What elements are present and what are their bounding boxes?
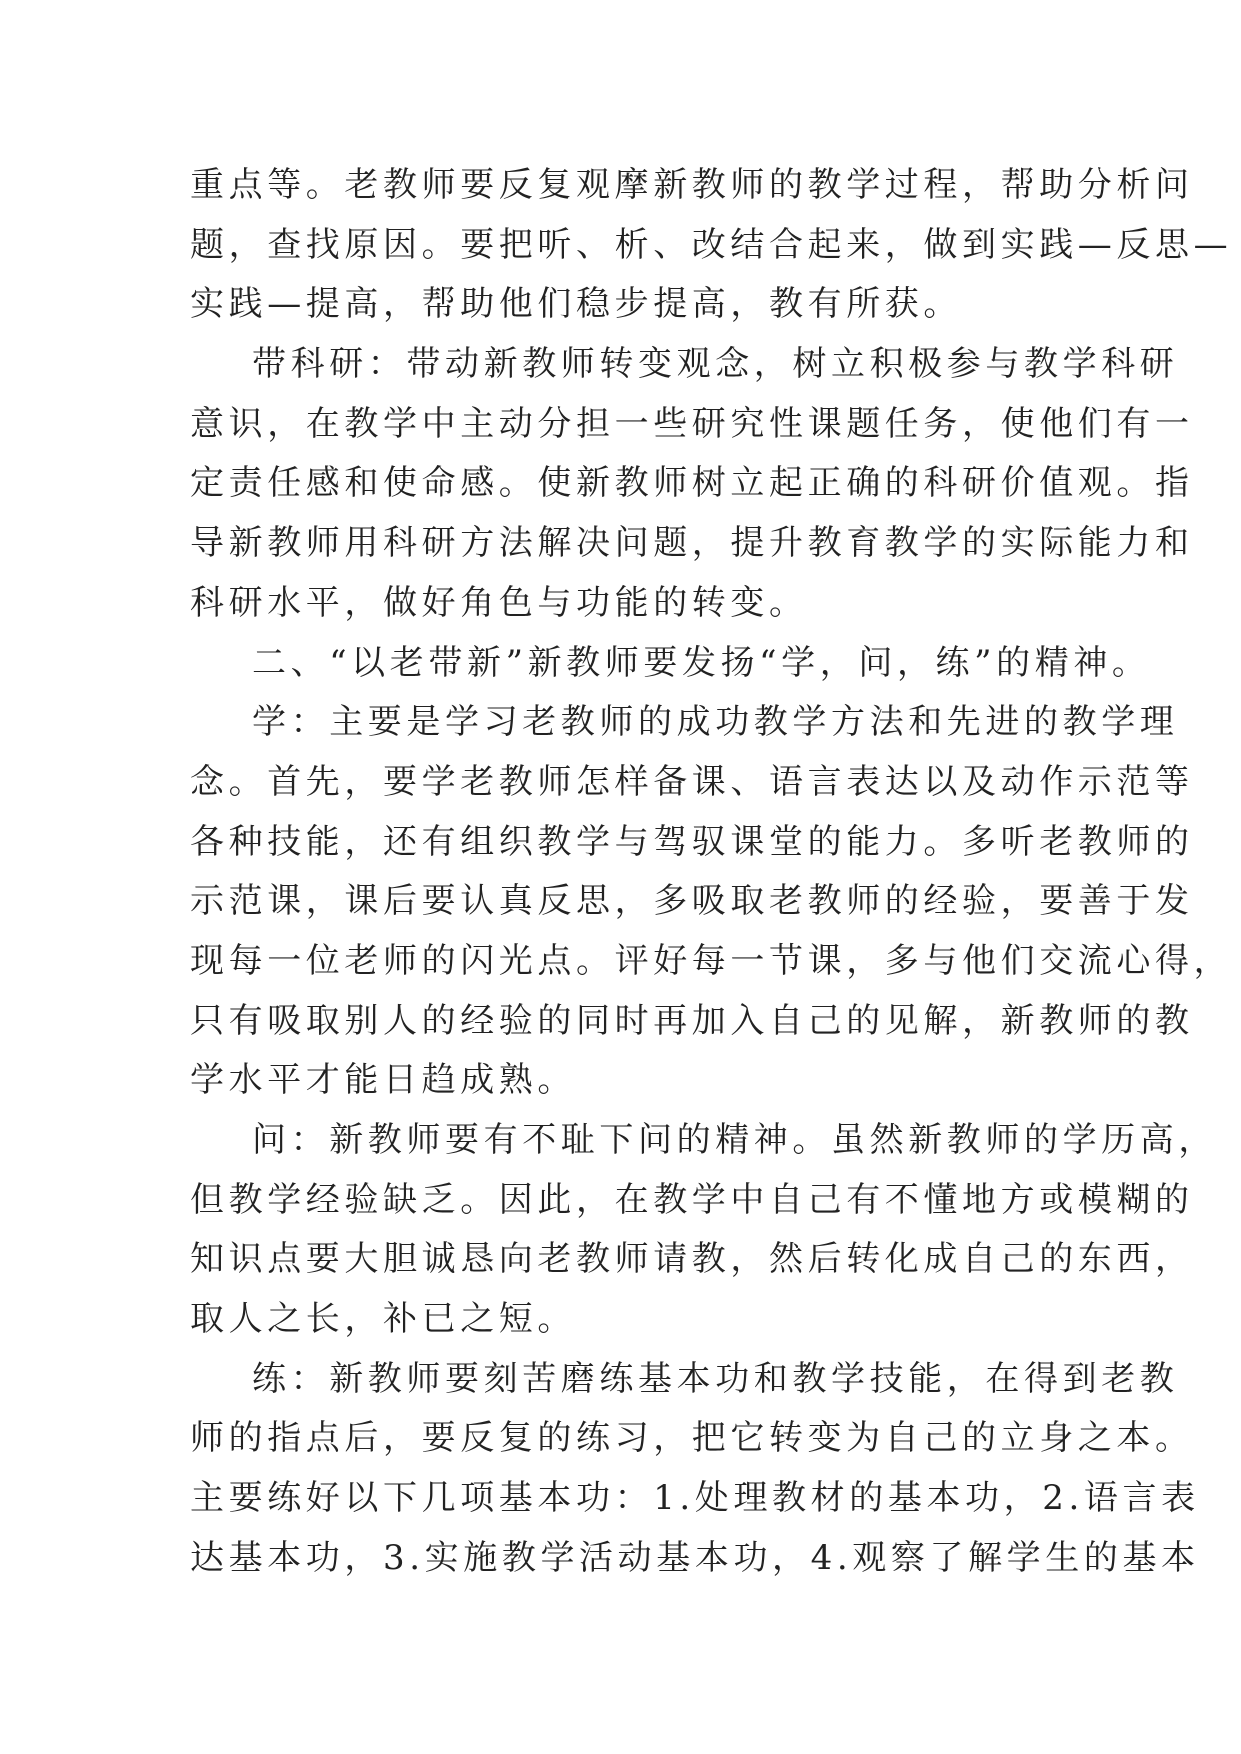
paragraph-start-line: 问：新教师要有不耻下问的精神。虽然新教师的学历高， (252, 1120, 1217, 1160)
text-line: 导新教师用科研方法解决问题，提升教育教学的实际能力和 (190, 523, 1194, 564)
paragraph-start-line: 带科研：带动新教师转变观念，树立积极参与教学科研 (252, 344, 1179, 385)
text-line: 只有吸取别人的经验的同时再加入自己的见解，新教师的教 (190, 1000, 1194, 1041)
text-line: 示范课，课后要认真反思，多吸取老教师的经验，要善于发 (190, 881, 1194, 922)
paragraph-start-line: 练：新教师要刻苦磨练基本功和教学技能，在得到老教 (252, 1358, 1179, 1399)
text-line: 念。首先，要学老教师怎样备课、语言表达以及动作示范等 (190, 761, 1194, 802)
text-line: 但教学经验缺乏。因此，在教学中自己有不懂地方或模糊的 (190, 1179, 1194, 1220)
paragraph-start-line: 学：主要是学习老教师的成功教学方法和先进的教学理 (252, 702, 1179, 743)
text-line: 学水平才能日趋成熟。 (190, 1060, 576, 1101)
text-line: 意识，在教学中主动分担一些研究性课题任务，使他们有一 (190, 403, 1194, 444)
text-line: 重点等。老教师要反复观摩新教师的教学过程，帮助分析问 (190, 165, 1194, 205)
text-line: 现每一位老师的闪光点。评好每一节课，多与他们交流心得， (190, 940, 1233, 981)
text-line: 取人之长，补已之短。 (190, 1299, 576, 1340)
section-heading-line: 二、“以老带新”新教师要发扬“学，问，练”的精神。 (252, 642, 1151, 683)
text-line: 题，查找原因。要把听、析、改结合起来，做到实践—反思— (190, 224, 1233, 265)
document-body (190, 156, 1233, 1589)
text-line: 师的指点后，要反复的练习，把它转变为自己的立身之本。 (190, 1418, 1194, 1459)
text-line: 定责任感和使命感。使新教师树立起正确的科研价值观。指 (190, 463, 1194, 504)
text-line: 达基本功，3.实施教学活动基本功，4.观察了解学生的基本 (190, 1537, 1200, 1578)
text-line: 知识点要大胆诚恳向老教师请教，然后转化成自己的东西， (190, 1239, 1194, 1280)
text-line: 科研水平，做好角色与功能的转变。 (190, 582, 808, 623)
text-line: 各种技能，还有组织教学与驾驭课堂的能力。多听老教师的 (190, 821, 1194, 862)
text-line: 实践—提高，帮助他们稳步提高，教有所获。 (190, 284, 962, 325)
text-line: 主要练好以下几项基本功：1.处理教材的基本功，2.语言表 (190, 1478, 1200, 1519)
